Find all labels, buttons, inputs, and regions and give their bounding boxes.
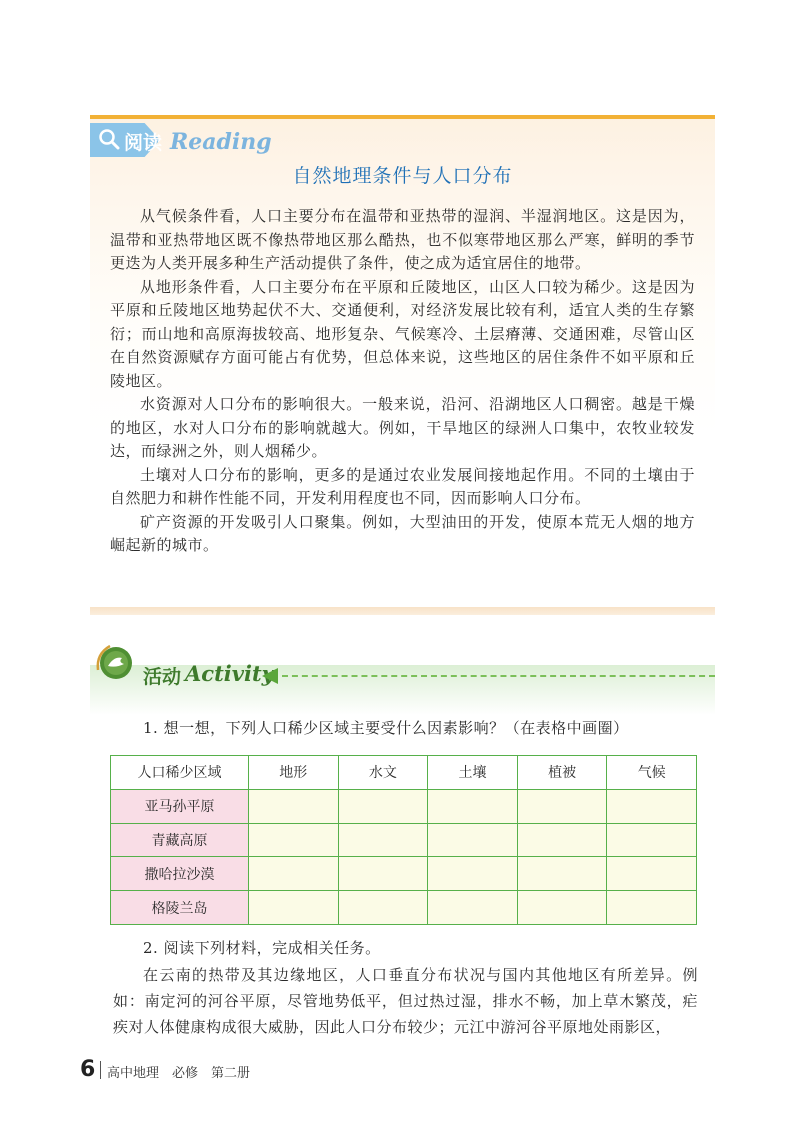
table-header-cell: 水文 [338,756,428,790]
table-cell[interactable] [338,823,428,857]
reading-top-rule [90,115,715,119]
table-row [111,789,697,823]
table-cell[interactable] [249,789,339,823]
table-cell[interactable] [607,857,697,891]
material-paragraph: 在云南的热带及其边缘地区，人口垂直分布状况与国内其他地区有所差异。例如：南定河的河谷平原，尽管地势低平，但过热过湿，排水不畅，加上草木繁茂，疟疾对人体健康构成很大威胁，因此人口分布较少；元江中游河谷平原地处雨影区， [113,966,698,1036]
table-cell[interactable] [607,823,697,857]
activity-dashed-rule [282,675,715,677]
reading-box [90,115,715,605]
question-2-material [113,962,698,1040]
activity-label: 活动 [143,666,182,688]
table-row [111,891,697,925]
footer-divider [100,1061,101,1079]
table-cell[interactable] [607,891,697,925]
reading-paragraph: 土壤对人口分布的影响，更多的是通过农业发展间接地起作用。不同的土壤由于自然肥力和耕作性能不同，开发利用程度也不同，因而影响人口分布。 [110,465,695,507]
reading-bottom-rule [90,607,715,615]
reading-paragraph: 矿产资源的开发吸引人口聚集。例如，大型油田的开发，使原本荒无人烟的地方崛起新的城市。 [110,512,695,554]
table-row [111,823,697,857]
table-row-label: 青藏高原 [111,823,249,857]
activity-band [90,665,715,715]
factor-table [110,755,697,925]
table-cell[interactable] [428,823,518,857]
reading-title: 自然地理条件与人口分布 [292,165,513,187]
table-header-cell: 人口稀少区域 [111,756,249,790]
book-title: 高中地理 必修 第二册 [107,1066,251,1081]
reading-paragraph: 水资源对人口分布的影响很大。一般来说，沿河、沿湖地区人口稠密。越是干燥的地区，水对人口分布的影响就越大。例如，干旱地区的绿洲人口集中，农牧业较发达，而绿洲之外，则人烟稀少。 [110,395,695,460]
table-header-cell: 地形 [249,756,339,790]
table-cell[interactable] [428,789,518,823]
table-cell[interactable] [338,891,428,925]
table-header-cell: 土壤 [428,756,518,790]
table-header-cell: 植被 [517,756,607,790]
dove-icon [92,640,134,682]
table-cell[interactable] [517,789,607,823]
reading-paragraph: 从地形条件看，人口主要分布在平原和丘陵地区，山区人口较为稀少。这是因为平原和丘陵地区地势起伏不大、交通便利，对经济发展比较有利，适宜人类的生存繁衍；而山地和高原海拔较高、地形复杂、气候寒冷、土层瘠薄、交通困难，尽管山区在自然资源赋存方面可能占有优势，但总体来说，这些地区的居住条件不如平原和丘陵地区。 [110,277,695,390]
table-cell[interactable] [517,857,607,891]
table-cell[interactable] [428,857,518,891]
table-cell[interactable] [249,823,339,857]
question-1: 1. 想一想，下列人口稀少区域主要受什么因素影响？（在表格中画圈） [143,719,629,737]
table-row-label: 撒哈拉沙漠 [111,857,249,891]
arrow-left-icon [262,668,278,684]
table-header-row [111,756,697,790]
table-cell[interactable] [428,891,518,925]
table-cell[interactable] [517,823,607,857]
reading-paragraph: 从气候条件看，人口主要分布在温带和亚热带的湿润、半湿润地区。这是因为，温带和亚热带地区既不像热带地区那么酷热，也不似寒带地区那么严寒，鲜明的季节更迭为人类开展多种生产活动提供了条件，使之成为适宜居住的地带。 [110,207,695,272]
table-cell[interactable] [338,857,428,891]
table-cell[interactable] [517,891,607,925]
reading-label-en: Reading [170,129,272,155]
table-row-label: 格陵兰岛 [111,891,249,925]
activity-label-en: Activity [185,661,274,686]
question-2: 2. 阅读下列材料，完成相关任务。 [143,939,381,957]
table-cell[interactable] [338,789,428,823]
page-number: 6 [80,1057,96,1082]
table-header-cell: 气候 [607,756,697,790]
magnifier-icon [98,128,120,150]
table-row [111,857,697,891]
table-row-label: 亚马孙平原 [111,789,249,823]
reading-body [110,205,695,558]
table-cell[interactable] [249,891,339,925]
table-cell[interactable] [249,857,339,891]
reading-label: 阅读 [124,132,163,154]
table-cell[interactable] [607,789,697,823]
